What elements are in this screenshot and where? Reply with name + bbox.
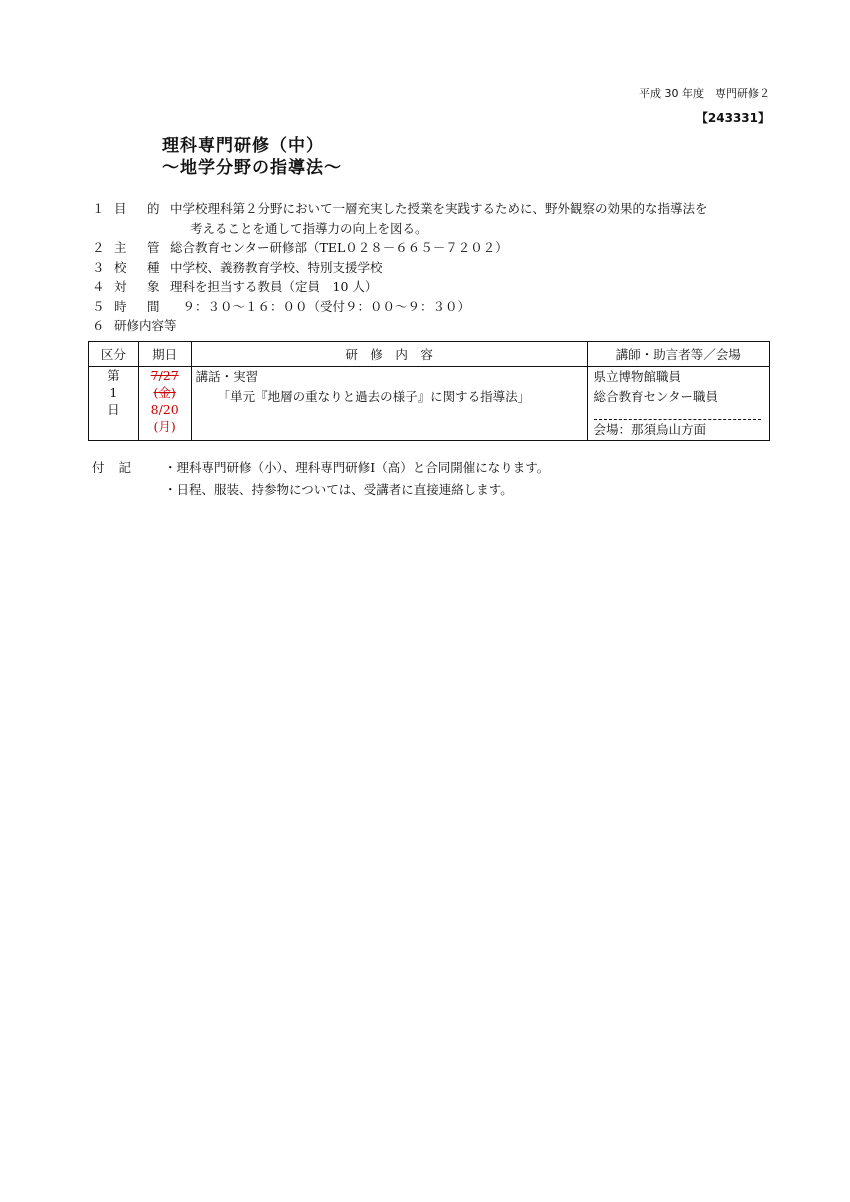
item-number: ２ bbox=[92, 240, 105, 255]
notes-label-spacer bbox=[92, 479, 164, 501]
table-header-row bbox=[89, 342, 770, 367]
kubun-text: 第 bbox=[107, 368, 120, 383]
header-kubun: 区分 bbox=[89, 342, 139, 367]
course-code: 【243331】 bbox=[695, 111, 770, 125]
header-date: 期日 bbox=[138, 342, 191, 367]
new-date: 8/20 bbox=[150, 402, 179, 417]
document-subtitle: ～地学分野の指導法～ bbox=[162, 158, 342, 178]
note-text: ・理科専門研修（小）、理科専門研修Ⅰ（高）と合同開催になります。 bbox=[164, 460, 550, 475]
item-number: １ bbox=[92, 201, 105, 216]
item-label: 目 的 bbox=[114, 201, 164, 216]
document-title: 理科専門研修（中） bbox=[162, 136, 324, 156]
instructor-name: 県立博物館職員 bbox=[593, 369, 682, 384]
item-list bbox=[92, 199, 792, 336]
content-cell bbox=[191, 367, 587, 441]
item-number: ６ bbox=[92, 318, 105, 333]
content-topic: 「単元『地層の重なりと過去の様子』に関する指導法」 bbox=[217, 389, 531, 404]
notes-label: 付記 bbox=[92, 460, 146, 475]
item-text: 考えることを通して指導力の向上を図る。 bbox=[190, 220, 428, 236]
kubun-text: 日 bbox=[107, 402, 120, 417]
instructor-name: 総合教育センター職員 bbox=[593, 389, 719, 404]
old-weekday: (金) bbox=[153, 385, 176, 400]
item-text: 中学校、義務教育学校、特別支援学校 bbox=[170, 259, 383, 275]
item-purpose bbox=[92, 199, 792, 219]
item-label: 校 種 bbox=[114, 259, 164, 275]
instructor-cell bbox=[587, 367, 769, 441]
note-text: ・日程、服装、持参物については、受講者に直接連絡します。 bbox=[164, 482, 513, 497]
note-row bbox=[92, 479, 549, 501]
item-number: ５ bbox=[92, 298, 105, 314]
item-text: ９：３０～１６：００（受付９：００～９：３０） bbox=[170, 298, 471, 314]
item-purpose-continued bbox=[92, 219, 792, 239]
item-time bbox=[92, 297, 792, 317]
item-text: 中学校理科第２分野において一層充実した授業を実践するために、野外観察の効果的な指導法を bbox=[170, 201, 708, 216]
schedule-table bbox=[88, 341, 770, 441]
item-label: 時 間 bbox=[114, 298, 164, 314]
new-weekday: (月) bbox=[153, 419, 176, 434]
item-organizer bbox=[92, 238, 792, 258]
item-school-type bbox=[92, 258, 792, 278]
item-label: 研修内容等 bbox=[114, 318, 177, 333]
year-course-label: 平成 30 年度 専門研修２ bbox=[639, 87, 770, 100]
content-type: 講話・実習 bbox=[195, 369, 259, 384]
date-cell bbox=[138, 367, 191, 441]
header-content: 研 修 内 容 bbox=[191, 342, 587, 367]
item-label: 主 管 bbox=[114, 240, 164, 255]
notes-section bbox=[92, 457, 549, 501]
item-content bbox=[92, 316, 792, 336]
item-text: 総合教育センター研修部（TEL０２８－６６５－７２０２） bbox=[170, 240, 508, 255]
item-number: ４ bbox=[92, 279, 105, 294]
old-date: 7/27 bbox=[150, 368, 179, 383]
note-row bbox=[92, 457, 549, 479]
kubun-cell bbox=[89, 367, 139, 441]
venue-text: 会場：那須烏山方面 bbox=[593, 422, 707, 437]
kubun-text: 1 bbox=[109, 385, 118, 400]
header-instructor: 講師・助言者等／会場 bbox=[587, 342, 769, 367]
item-label: 対 象 bbox=[114, 279, 164, 294]
table-row bbox=[89, 367, 770, 441]
item-text: 理科を担当する教員（定員 10 人） bbox=[170, 279, 378, 294]
item-target bbox=[92, 277, 792, 297]
item-number: ３ bbox=[92, 259, 105, 275]
